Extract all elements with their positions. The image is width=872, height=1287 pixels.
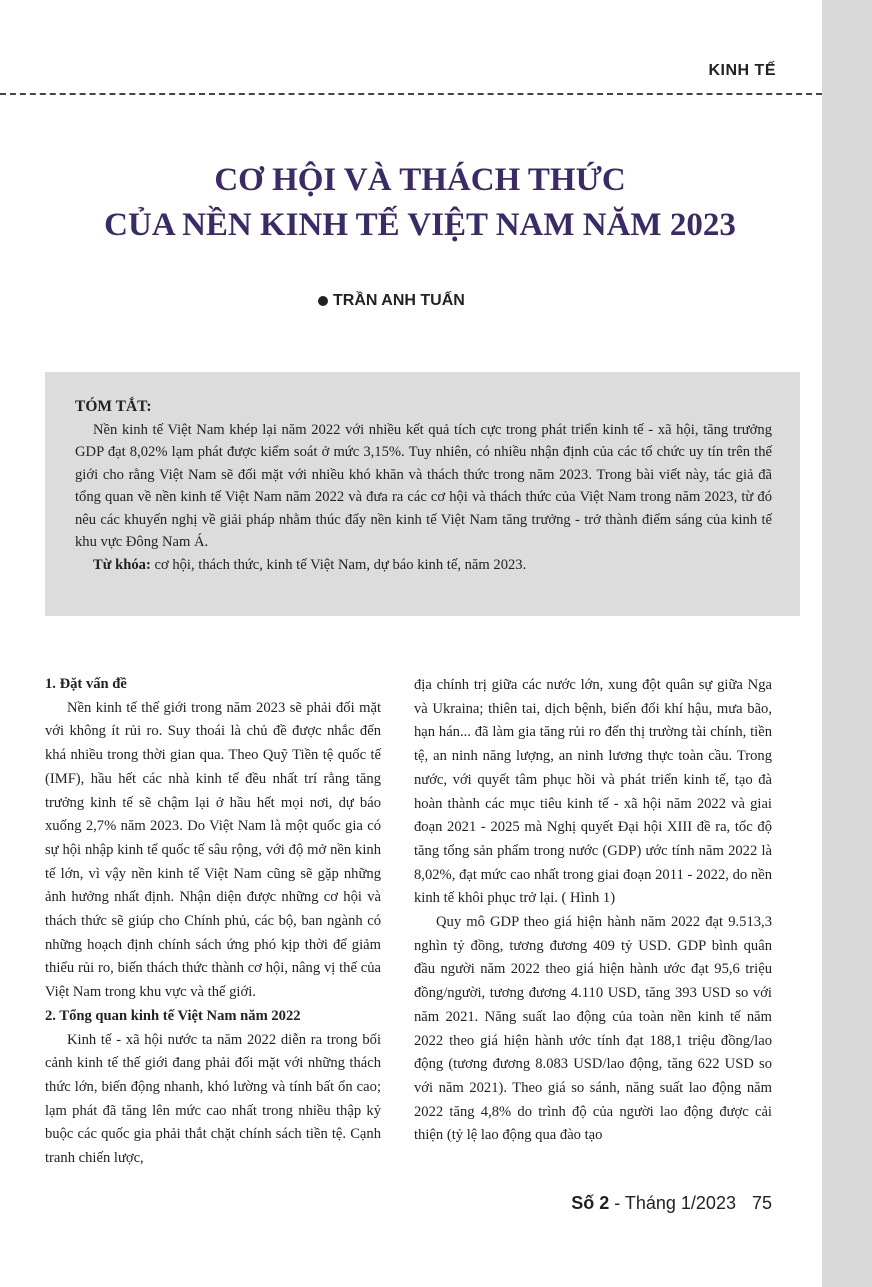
issue-label: Số 2 [571,1193,610,1213]
title-line-2: CỦA NỀN KINH TẾ VIỆT NAM NĂM 2023 [104,207,736,243]
abstract-heading: TÓM TẮT: [75,398,152,415]
bullet-icon [318,296,328,306]
page-footer [540,1193,772,1214]
page-number: 75 [751,1193,772,1213]
right-column [414,674,772,1148]
section-2-paragraph-continued: địa chính trị giữa các nước lớn, xung đột quân sự giữa Nga và Ukraina; thiên tai, dịch bệnh, biến đổi khí hậu, mưa bão, hạn hán... đã làm gia tăng rủi ro đến thị trường tài chính, tiền tệ, an ninh năng lượng, an ninh lương thực toàn cầu. Trong nước, với quyết tâm phục hồi và phát triển kinh tế, tạo đà hoàn thành các mục tiêu kinh tế - xã hội năm 2022 và giai đoạn 2021 - 2025 mà Nghị quyết Đại hội XIII đề ra, tốc độ tăng tổng sản phẩm trong nước (GDP) ước tính năm 2022 là 8,02%, đạt mức cao nhất trong giai đoạn 2011 - 2022, do nền kinh tế khôi phục trở lại. ( Hình 1) [414,677,772,907]
title-line-1: CƠ HỘI VÀ THÁCH THỨC [214,162,626,198]
left-column [45,673,381,1171]
issue-date: - Tháng 1/2023 [609,1193,736,1213]
keywords-label: Từ khóa: [93,556,151,573]
section-label: KINH TẾ [708,62,776,79]
section-2-paragraph-2: Quy mô GDP theo giá hiện hành năm 2022 đạt 9.513,3 nghìn tỷ đồng, tương đương 409 tỷ USD. GDP bình quân đầu người năm 2022 theo giá hiện hành ước đạt 95,6 triệu đồng/người, tương đương 4.110 USD, tăng 393 USD so với năm 2021. Năng suất lao động của toàn nền kinh tế năm 2022 theo giá hiện hành ước tính đạt 188,1 triệu đồng/lao động (tương đương 8.083 USD/lao động, tăng 622 USD so với năm 2021). Theo giá so sánh, năng suất lao động năm 2022 tăng 4,8% do trình độ của người lao động được cải thiện (tỷ lệ lao động qua đào tạo [414,914,772,1144]
section-1-heading: 1. Đặt vấn đề [45,676,127,692]
author-name: TRẦN ANH TUẤN [333,292,465,309]
keywords-text: cơ hội, thách thức, kinh tế Việt Nam, dự báo kinh tế, năm 2023. [154,556,527,573]
abstract-box [45,372,800,616]
author-byline [318,292,465,310]
article-title [40,158,800,248]
section-1-paragraph: Nền kinh tế thế giới trong năm 2023 sẽ phải đối mặt với không ít rủi ro. Suy thoái là chủ đề được nhắc đến khá nhiều trong thời gian qua. Theo Quỹ Tiền tệ quốc tế (IMF), hầu hết các nhà kinh tế đều nhất trí rằng tăng trưởng kinh tế sẽ chậm lại ở hầu hết mọi nơi, dự báo xuống 2,7% năm 2023. Do Việt Nam là một quốc gia có sự hội nhập kinh tế quốc tế sâu rộng, với độ mở nền kinh tế lớn, vì vậy nền kinh tế Việt Nam cũng sẽ gặp những ảnh hưởng nhất định. Nhận diện được những cơ hội và thách thức sẽ giúp cho Chính phủ, các bộ, ban ngành có những hoạch định chính sách ứng phó kịp thời để giảm thiểu rủi ro, biến thách thức thành cơ hội, nâng vị thế của Việt Nam trong khu vực và thế giới. [45,699,381,1001]
section-2-paragraph: Kinh tế - xã hội nước ta năm 2022 diễn ra trong bối cảnh kinh tế thế giới đang phải đối mặt với những thách thức lớn, biến động nhanh, khó lường và tính bất ổn cao; lạm phát đã tăng lên mức cao nhất trong nhiều thập kỷ buộc các quốc gia phải thắt chặt chính sách tiền tệ. Cạnh tranh chiến lược, [45,1031,381,1167]
section-2-heading: 2. Tổng quan kinh tế Việt Nam năm 2022 [45,1007,301,1024]
header-rule [0,93,822,95]
abstract-body: Nền kinh tế Việt Nam khép lại năm 2022 với nhiều kết quả tích cực trong phát triển kinh tế - xã hội, tăng trưởng GDP đạt 8,02% lạm phát được kiểm soát ở mức 3,15%. Tuy nhiên, có nhiều nhận định của các tổ chức uy tín trên thế giới cho rằng Việt Nam sẽ đối mặt với nhiều khó khăn và thách thức trong năm 2023. Trong bài viết này, tác giả đã tổng quan về nền kinh tế Việt Nam năm 2022 và đưa ra các cơ hội và thách thức của Việt Nam trong năm 2023, từ đó nêu các khuyến nghị về giải pháp nhằm thúc đẩy nền kinh tế Việt Nam tăng trưởng - trở thành điểm sáng của kinh tế khu vực Đông Nam Á. [75,421,772,550]
right-margin-strip [822,0,872,1287]
keywords [75,554,772,577]
